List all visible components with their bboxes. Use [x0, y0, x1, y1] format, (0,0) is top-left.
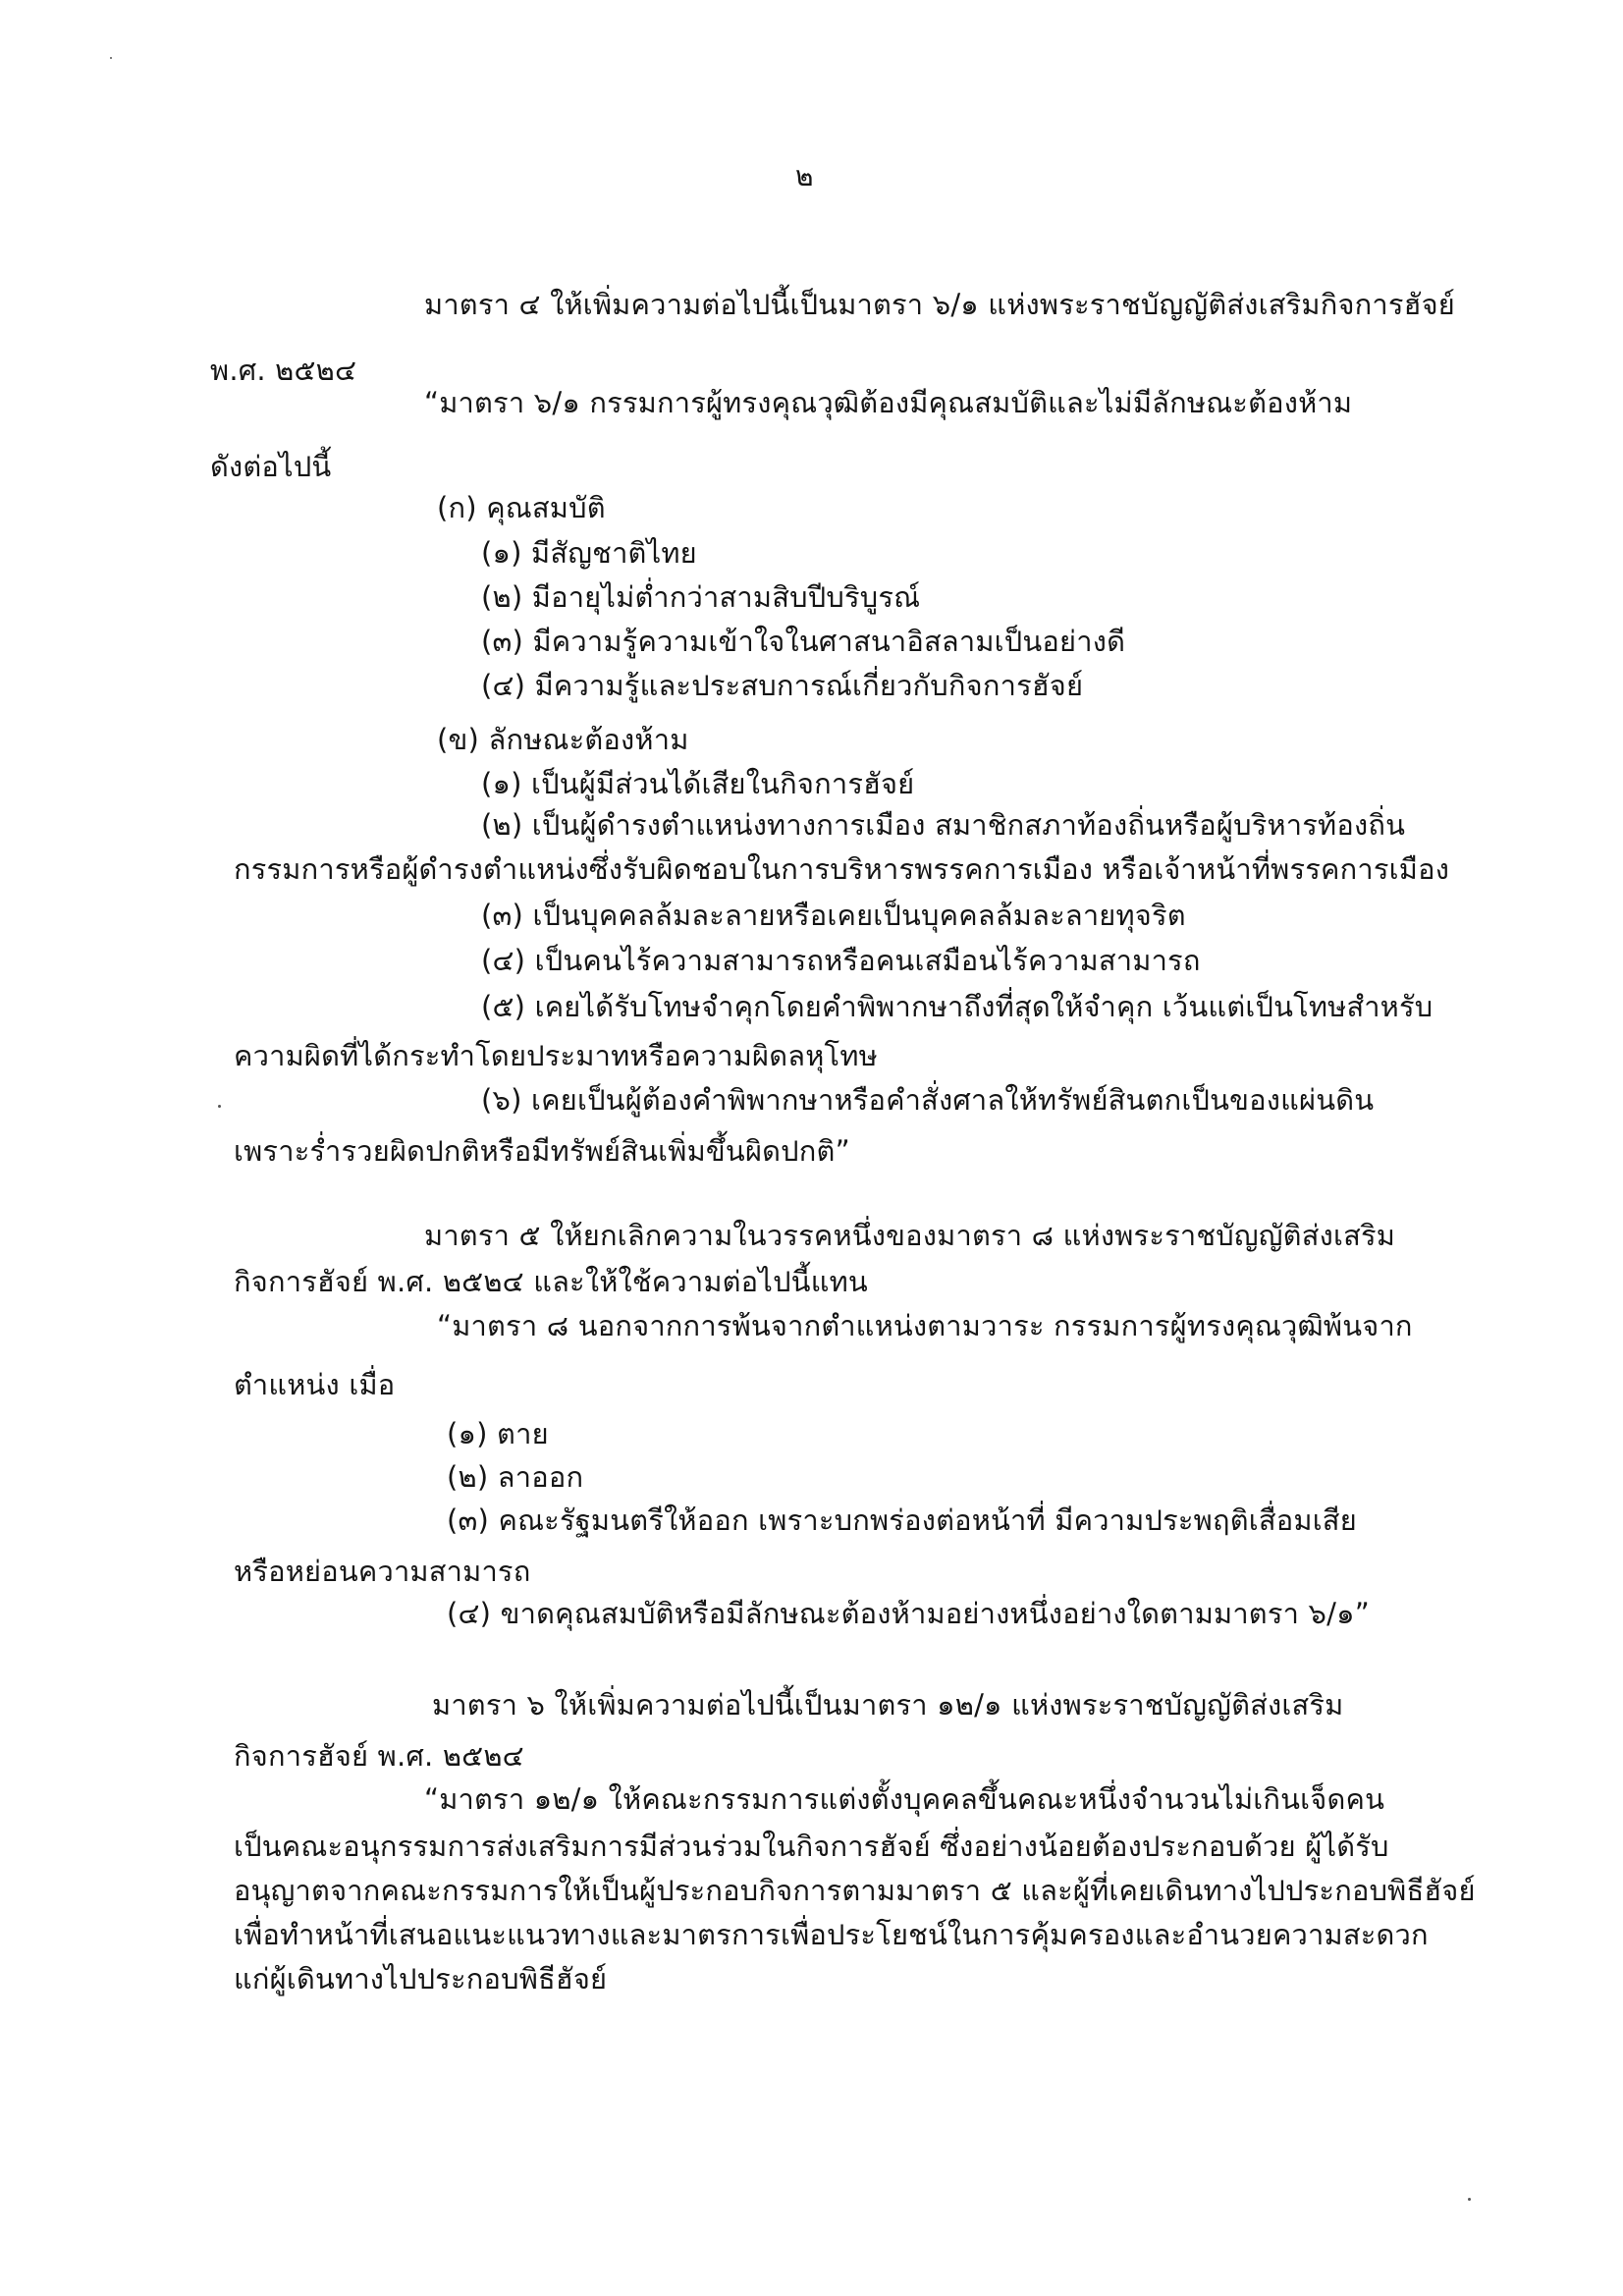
section6-line: “มาตรา ๑๒/๑ ให้คณะกรรมการแต่งตั้งบุคคลขึ้นคณะหนึ่งจำนวนไม่เกินเจ็ดคน [424, 1782, 1385, 1816]
section4-line: (๓) เป็นบุคคลล้มละลายหรือเคยเป็นบุคคลล้มละลายทุจริต [481, 899, 1186, 932]
section6-line: แก่ผู้เดินทางไปประกอบพิธีฮัจย์ [234, 1962, 608, 1995]
section4-line: (ข) ลักษณะต้องห้าม [437, 723, 689, 756]
section5-line: ตำแหน่ง เมื่อ [234, 1368, 396, 1401]
scan-speck [218, 1105, 221, 1108]
section4-line: (๒) เป็นผู้ดำรงตำแหน่งทางการเมือง สมาชิกสภาท้องถิ่นหรือผู้บริหารท้องถิ่น [481, 808, 1406, 842]
section6-line: อนุญาตจากคณะกรรมการให้เป็นผู้ประกอบกิจการตามมาตรา ๕ และผู้ที่เคยเดินทางไปประกอบพิธีฮัจย์ [234, 1874, 1476, 1907]
scan-speck [110, 57, 112, 59]
section4-line: กรรมการหรือผู้ดำรงตำแหน่งซึ่งรับผิดชอบในการบริหารพรรคการเมือง หรือเจ้าหน้าที่พรรคการเมือง [234, 852, 1450, 886]
section4-line: (๔) เป็นคนไร้ความสามารถหรือคนเสมือนไร้ความสามารถ [481, 944, 1201, 977]
section4-line: (ก) คุณสมบัติ [437, 491, 606, 524]
section4-line: เพราะร่ำรวยผิดปกติหรือมีทรัพย์สินเพิ่มขึ้นผิดปกติ” [234, 1134, 850, 1168]
section5-line: กิจการฮัจย์ พ.ศ. ๒๕๒๔ และให้ใช้ความต่อไปนี้แทน [234, 1265, 868, 1298]
section5-line: หรือหย่อนความสามารถ [234, 1555, 531, 1588]
section6-line: เป็นคณะอนุกรรมการส่งเสริมการมีส่วนร่วมในกิจการฮัจย์ ซึ่งอย่างน้อยต้องประกอบด้วย ผู้ได้รับ [234, 1830, 1389, 1863]
section4-line: (๖) เคยเป็นผู้ต้องคำพิพากษาหรือคำสั่งศาลให้ทรัพย์สินตกเป็นของแผ่นดิน [481, 1083, 1375, 1117]
section4-line: ความผิดที่ได้กระทำโดยประมาทหรือความผิดลหุโทษ [234, 1039, 878, 1072]
section5-line: (๑) ตาย [447, 1417, 549, 1450]
section5-line: (๔) ขาดคุณสมบัติหรือมีลักษณะต้องห้ามอย่างหนึ่งอย่างใดตามมาตรา ๖/๑” [447, 1597, 1370, 1630]
section5-line: มาตรา ๕ ให้ยกเลิกความในวรรคหนึ่งของมาตรา ๘ แห่งพระราชบัญญัติส่งเสริม [424, 1219, 1396, 1252]
section6-line: เพื่อทำหน้าที่เสนอแนะแนวทางและมาตรการเพื่อประโยชน์ในการคุ้มครองและอำนวยความสะดวก [234, 1918, 1429, 1951]
section4-line: พ.ศ. ๒๕๒๔ [210, 354, 357, 387]
section4-line: (๑) มีสัญชาติไทย [481, 536, 697, 570]
section4-line: (๑) เป็นผู้มีส่วนได้เสียในกิจการฮัจย์ [481, 767, 915, 800]
section6-line: กิจการฮัจย์ พ.ศ. ๒๕๒๔ [234, 1739, 524, 1773]
scan-speck [1468, 2198, 1471, 2201]
section4-line: มาตรา ๔ ให้เพิ่มความต่อไปนี้เป็นมาตรา ๖/๑ แห่งพระราชบัญญัติส่งเสริมกิจการฮัจย์ [424, 288, 1455, 321]
page-number: ๒ [795, 160, 814, 192]
section5-line: (๓) คณะรัฐมนตรีให้ออก เพราะบกพร่องต่อหน้าที่ มีความประพฤติเสื่อมเสีย [447, 1503, 1357, 1537]
section6-line: มาตรา ๖ ให้เพิ่มความต่อไปนี้เป็นมาตรา ๑๒/๑ แห่งพระราชบัญญัติส่งเสริม [432, 1688, 1344, 1722]
section5-line: (๒) ลาออก [447, 1460, 584, 1494]
section4-line: (๕) เคยได้รับโทษจำคุกโดยคำพิพากษาถึงที่สุดให้จำคุก เว้นแต่เป็นโทษสำหรับ [481, 990, 1434, 1023]
section4-line: “มาตรา ๖/๑ กรรมการผู้ทรงคุณวุฒิต้องมีคุณสมบัติและไม่มีลักษณะต้องห้าม [424, 386, 1353, 419]
section4-line: (๓) มีความรู้ความเข้าใจในศาสนาอิสลามเป็นอย่างดี [481, 625, 1126, 658]
section4-line: ดังต่อไปนี้ [210, 450, 332, 483]
section4-line: (๒) มีอายุไม่ต่ำกว่าสามสิบปีบริบูรณ์ [481, 580, 921, 614]
section5-line: “มาตรา ๘ นอกจากการพ้นจากตำแหน่งตามวาระ กรรมการผู้ทรงคุณวุฒิพ้นจาก [437, 1309, 1413, 1342]
section4-line: (๔) มีความรู้และประสบการณ์เกี่ยวกับกิจการฮัจย์ [481, 669, 1084, 702]
